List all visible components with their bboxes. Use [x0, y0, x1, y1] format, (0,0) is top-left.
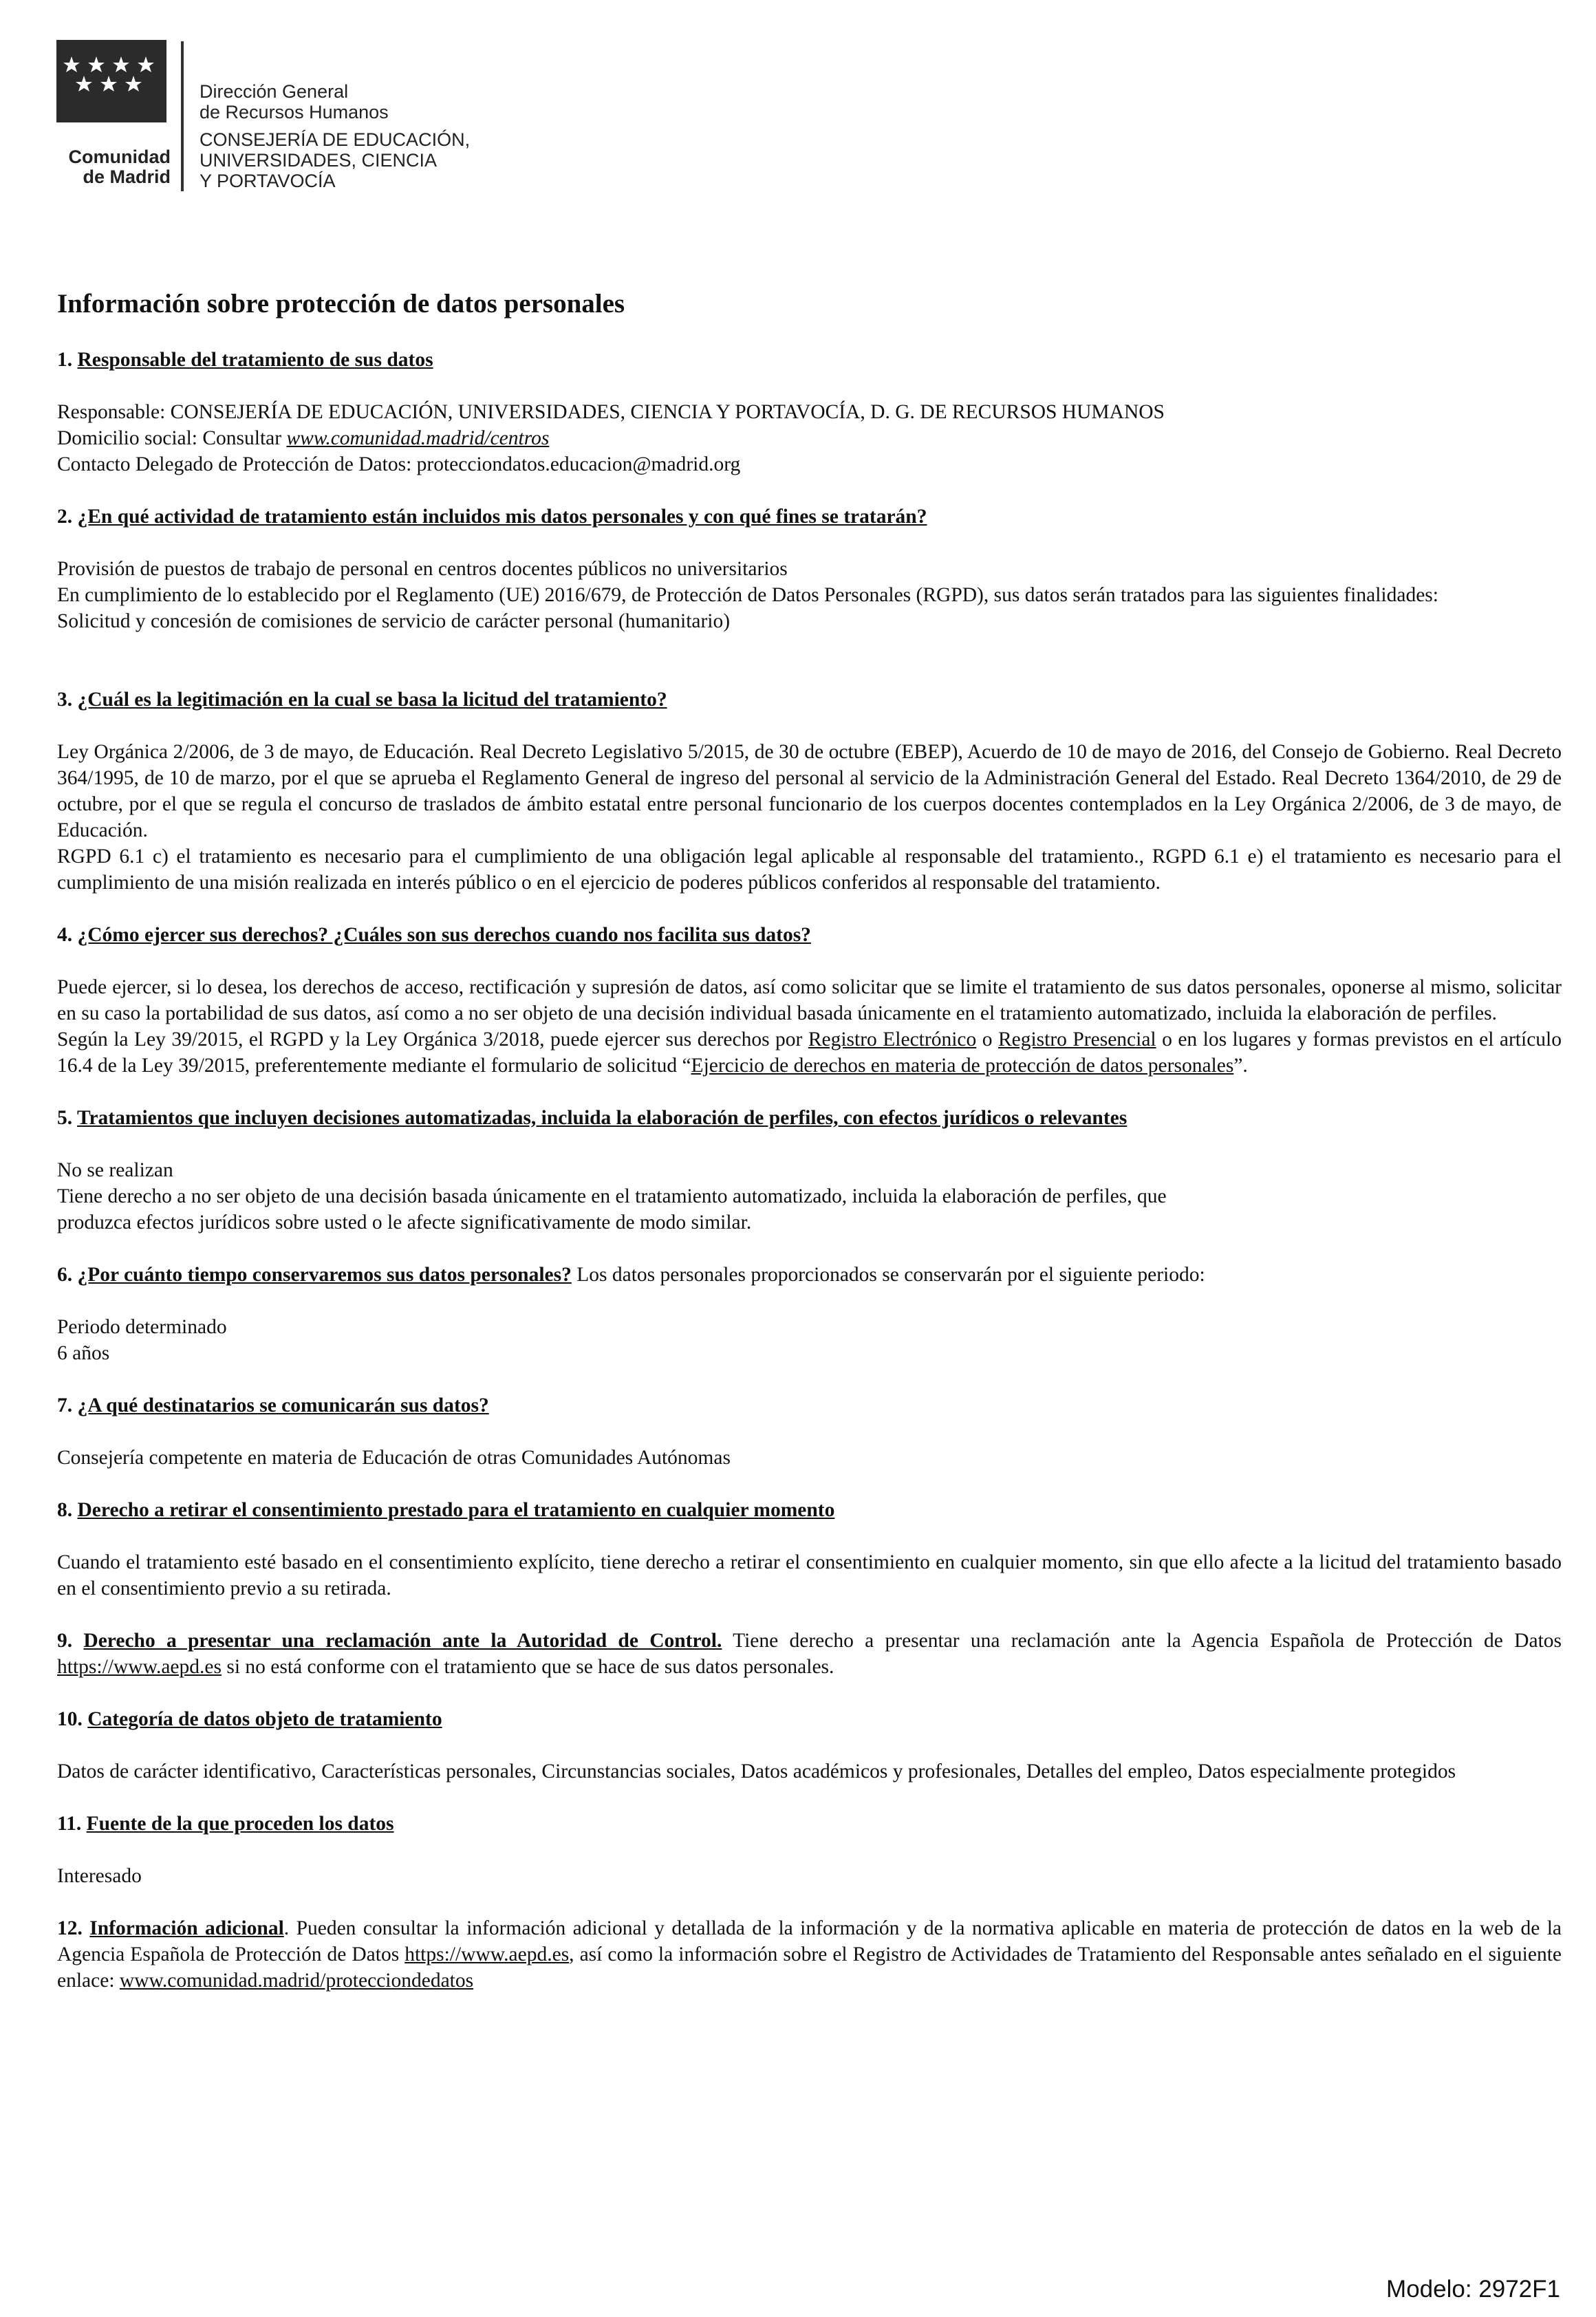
- section-11-line-1: Interesado: [57, 1865, 142, 1887]
- section-4-paragraph-1: Puede ejercer, si lo desea, los derechos de acceso, rectificación y supresión de datos, así como solicitar que se limite el tratamiento de sus datos personales, oponerse al mismo, solicitar en su caso la portabilidad de sus datos, así como a no ser objeto de una decisión individual basada únicamente en el tratamiento automatizado, incluida la elaboración de perfiles.: [57, 976, 1562, 1024]
- logo-wordmark: [54, 147, 171, 187]
- modelo-code: Modelo: 2972F1: [1386, 2276, 1560, 2303]
- page-title: Información sobre protección de datos personales: [57, 289, 625, 319]
- section-2-paragraph: En cumplimiento de lo establecido por el Reglamento (UE) 2016/679, de Protección de Datos Personales (RGPD), sus datos serán tratados para las siguientes finalidades:: [57, 584, 1438, 606]
- proteccion-datos-link[interactable]: www.comunidad.madrid/protecciondedatos: [119, 1970, 474, 1992]
- section-10-paragraph: Datos de carácter identificativo, Características personales, Circunstancias sociales, Datos académicos y profesionales, Detalles del empleo, Datos especialmente protegidos: [57, 1760, 1456, 1782]
- section-6-heading: 6. ¿Por cuánto tiempo conservaremos sus datos personales? Los datos personales proporcionados se conservarán por el siguiente periodo:: [57, 1264, 1205, 1286]
- section-4-paragraph-2: Según la Ley 39/2015, el RGPD y la Ley Orgánica 3/2018, puede ejercer sus derechos por Registro Electrónico o Registro Presencial o en los lugares y formas previstos en el artículo 16.4 de la Ley 39/2015, preferentemente mediante el formulario de solicitud “Ejercicio de derechos en materia de protección de datos personales”.: [57, 1028, 1562, 1077]
- section-5-heading: 5. Tratamientos que incluyen decisiones automatizadas, incluida la elaboración de perfiles, con efectos jurídicos o relevantes: [57, 1107, 1128, 1129]
- section-6-line-2: 6 años: [57, 1342, 110, 1364]
- section-9-heading: Derecho a presentar una reclamación ante la Autoridad de Control.: [83, 1630, 722, 1652]
- document-body: [57, 289, 1562, 1994]
- section-6-line-1: Periodo determinado: [57, 1316, 227, 1338]
- section-5-line-3: produzca efectos jurídicos sobre usted o le afecte significativamente de modo similar.: [57, 1211, 752, 1233]
- section-11-heading: 11. Fuente de la que proceden los datos: [57, 1813, 394, 1835]
- registro-electronico-link[interactable]: Registro Electrónico: [808, 1028, 977, 1050]
- header-department: [200, 81, 470, 191]
- section-2-line-2: Solicitud y concesión de comisiones de servicio de carácter personal (humanitario): [57, 610, 731, 632]
- contacto-line: Contacto Delegado de Protección de Datos: protecciondatos.educacion@madrid.org: [57, 453, 741, 475]
- section-8-paragraph: Cuando el tratamiento esté basado en el consentimiento explícito, tiene derecho a retirar el consentimiento en cualquier momento, sin que ello afecte a la licitud del tratamiento basado en el consentimiento previo a su retirada.: [57, 1551, 1562, 1599]
- domicilio-line: Domicilio social: Consultar www.comunidad.madrid/centros: [57, 427, 550, 449]
- stars-icon: [56, 50, 166, 113]
- section-3-paragraph-1: Ley Orgánica 2/2006, de 3 de mayo, de Educación. Real Decreto Legislativo 5/2015, de 30 de octubre (EBEP), Acuerdo de 10 de mayo de 2016, del Consejo de Gobierno. Real Decreto 364/1995, de 10 de marzo, por el que se aprueba el Reglamento General de ingreso del personal al servicio de la Administración General del Estado. Real Decreto 1364/2010, de 29 de octubre, por el que se regula el concurso de traslados de ámbito estatal entre personal funcionario de los cuerpos docentes contemplados en la Ley Orgánica 2/2006, de 3 de mayo, de Educación.: [57, 741, 1562, 841]
- section-5-line-1: No se realizan: [57, 1159, 173, 1181]
- section-10-heading: 10. Categoría de datos objeto de tratamiento: [57, 1708, 442, 1730]
- header-divider: [181, 41, 184, 191]
- section-4-heading: 4. ¿Cómo ejercer sus derechos? ¿Cuáles son sus derechos cuando nos facilita sus datos?: [57, 924, 811, 946]
- section-9-paragraph: 9. Derecho a presentar una reclamación ante la Autoridad de Control. Tiene derecho a presentar una reclamación ante la Agencia Española de Protección de Datos https://www.aepd.es si no está conforme con el tratamiento que se hace de sus datos personales.: [57, 1630, 1562, 1678]
- centros-link[interactable]: www.comunidad.madrid/centros: [286, 427, 550, 449]
- registro-presencial-link[interactable]: Registro Presencial: [998, 1028, 1156, 1050]
- section-1-heading: 1. Responsable del tratamiento de sus datos: [57, 349, 433, 371]
- logo-line-2: de Madrid: [83, 166, 171, 187]
- dept-line-1: CONSEJERÍA DE EDUCACIÓN,: [200, 129, 471, 150]
- dept-line-3: Y PORTAVOCÍA: [200, 171, 336, 191]
- logo-line-1: Comunidad: [68, 147, 171, 167]
- section-7-line-1: Consejería competente en materia de Educación de otras Comunidades Autónomas: [57, 1447, 731, 1469]
- section-2-heading: 2. ¿En qué actividad de tratamiento están incluidos mis datos personales y con qué fines se tratarán?: [57, 506, 927, 528]
- dept-line-2: UNIVERSIDADES, CIENCIA: [200, 150, 438, 171]
- section-12-heading: Información adicional: [89, 1917, 284, 1939]
- aepd-link-2[interactable]: https://www.aepd.es: [405, 1943, 570, 1965]
- section-5-line-2: Tiene derecho a no ser objeto de una decisión basada únicamente en el tratamiento automatizado, incluida la elaboración de perfiles, que: [57, 1185, 1167, 1207]
- ejercicio-derechos-link[interactable]: Ejercicio de derechos en materia de protección de datos personales: [691, 1055, 1234, 1077]
- section-8-heading: 8. Derecho a retirar el consentimiento prestado para el tratamiento en cualquier momento: [57, 1499, 835, 1521]
- section-2-line-1: Provisión de puestos de trabajo de personal en centros docentes públicos no universitarios: [57, 558, 788, 580]
- dg-line-2: de Recursos Humanos: [200, 102, 389, 122]
- comunidad-madrid-logo: [56, 40, 166, 122]
- aepd-link[interactable]: https://www.aepd.es: [57, 1656, 222, 1678]
- section-12-paragraph: 12. Información adicional. Pueden consultar la información adicional y detallada de la información y de la normativa aplicable en materia de protección de datos en la web de la Agencia Española de Protección de Datos https://www.aepd.es, así como la información sobre el Registro de Actividades de Tratamiento del Responsable antes señalado en el siguiente enlace: www.comunidad.madrid/protecciondedatos: [57, 1917, 1562, 1992]
- section-3-paragraph-2: RGPD 6.1 c) el tratamiento es necesario para el cumplimiento de una obligación legal aplicable al responsable del tratamiento., RGPD 6.1 e) el tratamiento es necesario para el cumplimiento de una misión realizada en interés público o en el ejercicio de poderes públicos conferidos al responsable del tratamiento.: [57, 845, 1562, 894]
- dg-line-1: Dirección General: [200, 81, 349, 102]
- section-7-heading: 7. ¿A qué destinatarios se comunicarán sus datos?: [57, 1394, 489, 1416]
- responsable-line: Responsable: CONSEJERÍA DE EDUCACIÓN, UNIVERSIDADES, CIENCIA Y PORTAVOCÍA, D. G. DE RECURSOS HUMANOS: [57, 401, 1165, 423]
- section-3-heading: 3. ¿Cuál es la legitimación en la cual se basa la licitud del tratamiento?: [57, 689, 667, 711]
